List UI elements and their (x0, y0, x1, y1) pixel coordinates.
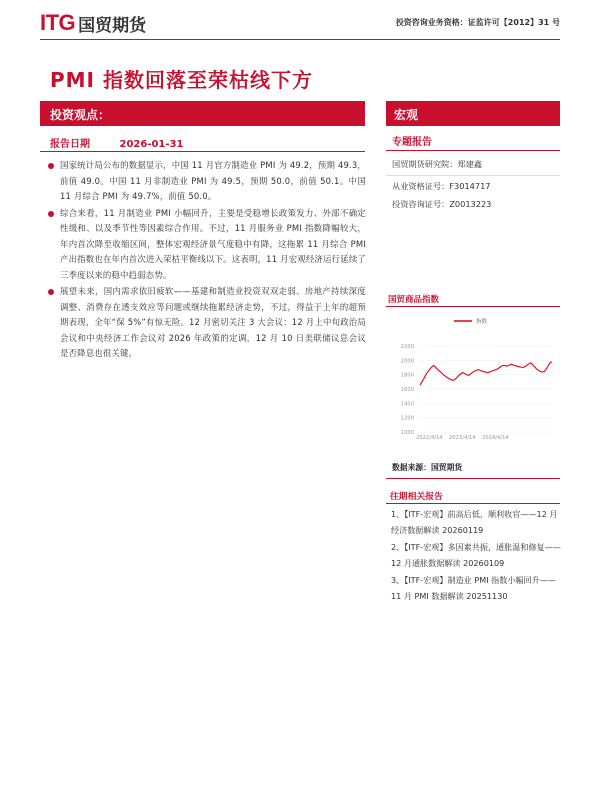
y-tick-label: 1000 (400, 430, 414, 436)
bullet-dot-icon (48, 211, 54, 217)
source-divider (386, 478, 560, 479)
chart-legend (454, 317, 488, 325)
related-report-link[interactable]: 3、【ITF-宏观】制造业 PMI 指数小幅回升——11 月 PMI 数据解读 20251130 (391, 575, 556, 601)
right-divider-top (386, 150, 560, 151)
consulting-number: 投资咨询证号：Z0013223 (392, 199, 492, 209)
report-title: PMI 指数回落至荣枯线下方 (50, 68, 313, 92)
bullet-list (46, 158, 366, 363)
x-tick-label: 2024/4/14 (482, 435, 509, 441)
left-divider (40, 151, 365, 152)
y-tick-label: 2200 (400, 344, 414, 350)
bullet-item (46, 206, 366, 284)
x-tick-label: 2022/4/14 (416, 435, 443, 441)
company-logo (40, 10, 146, 36)
chart-series (420, 362, 552, 385)
related-reports-title: 往期相关报告 (390, 492, 443, 502)
chart-title: 国贸商品指数 (388, 295, 440, 305)
series-line (420, 362, 552, 385)
license-text: 投资咨询业务资格：证监许可【2012】31 号 (395, 18, 560, 27)
commodity-index-chart (386, 308, 560, 458)
related-report-link[interactable]: 2、【ITF-宏观】多因素共振，通胀温和修复——12 月通胀数据解读 20260109 (391, 542, 561, 568)
y-tick-label: 1600 (400, 387, 414, 393)
bullet-item (46, 284, 366, 362)
header-divider (40, 39, 560, 40)
right-divider-thin (386, 175, 560, 176)
related-reports-list (391, 507, 561, 606)
report-date-row (50, 135, 183, 150)
x-tick-label: 2023/4/14 (449, 435, 476, 441)
y-tick-label: 1800 (400, 372, 414, 379)
bullet-text: 展望未来，国内需求依旧疲软——基建和制造业投资双双走弱、房地产持续深度调整、消费存在透支效应等问题或继续拖累经济走势，不过，得益于上年的超预期表现，全年“保 5%”有惊无险。12 月密切关注 3 大会议：12 月上中旬政治局会议和中央经济工作会议对 2026 年政策的定调，12 月 10 日美联储议息会议是否降息也很关键。 (60, 286, 366, 358)
investment-view-bar: 投资观点： (40, 101, 365, 126)
y-tick-label: 1200 (400, 415, 414, 422)
chart-source: 数据来源：国贸期货 (392, 463, 463, 472)
researcher-name: 国贸期货研究院：郑建鑫 (392, 159, 483, 169)
chart-title-divider (386, 306, 560, 307)
related-divider (386, 503, 560, 504)
bullet-text: 综合来看，11 月制造业 PMI 小幅回升，主要是受稳增长政策发力、外部不确定性缓和、以及季节性等因素综合作用。不过，11 月服务业 PMI 指数降幅较大，年内首次降至收缩区间，整体宏观经济景气度稳中有降，这拖累 11 月综合 PMI 产出指数也在年内首次进入荣枯平衡线以下。这表明，11 月宏观经济运行延续了三季度以来的稳中趋弱态势。 (60, 207, 366, 280)
logo-itg-text: ITG (40, 10, 76, 35)
special-report-label: 专题报告 (392, 137, 432, 148)
bullet-item (46, 158, 366, 205)
legend-label: 指数 (476, 319, 488, 325)
qualification-number: 从业资格证号：F3014717 (392, 181, 491, 191)
report-date-value: 2026-01-31 (119, 139, 184, 150)
logo-cn-text: 国贸期货 (78, 15, 147, 36)
report-date-label: 报告日期 (50, 139, 90, 150)
bullet-text: 国家统计局公布的数据显示，中国 11 月官方制造业 PMI 为 49.2，预期 49.3，前值 49.0。中国 11 月非制造业 PMI 为 49.5，预期 50.0，前值 50.1。中国 11 月综合 PMI 为 49.7%，前值 50.0。 (60, 160, 366, 201)
related-report-link[interactable]: 1、【ITF-宏观】前高后低，顺利收官——12 月经济数据解读 20260119 (391, 509, 558, 535)
y-tick-label: 1400 (400, 401, 414, 408)
chart-grid (420, 346, 552, 432)
chart-y-axis (401, 344, 414, 436)
chart-x-axis (416, 435, 509, 441)
macro-bar: 宏观 (386, 101, 560, 126)
bullet-dot-icon (48, 289, 54, 295)
bullet-dot-icon (48, 163, 54, 169)
y-tick-label: 2000 (400, 358, 414, 365)
